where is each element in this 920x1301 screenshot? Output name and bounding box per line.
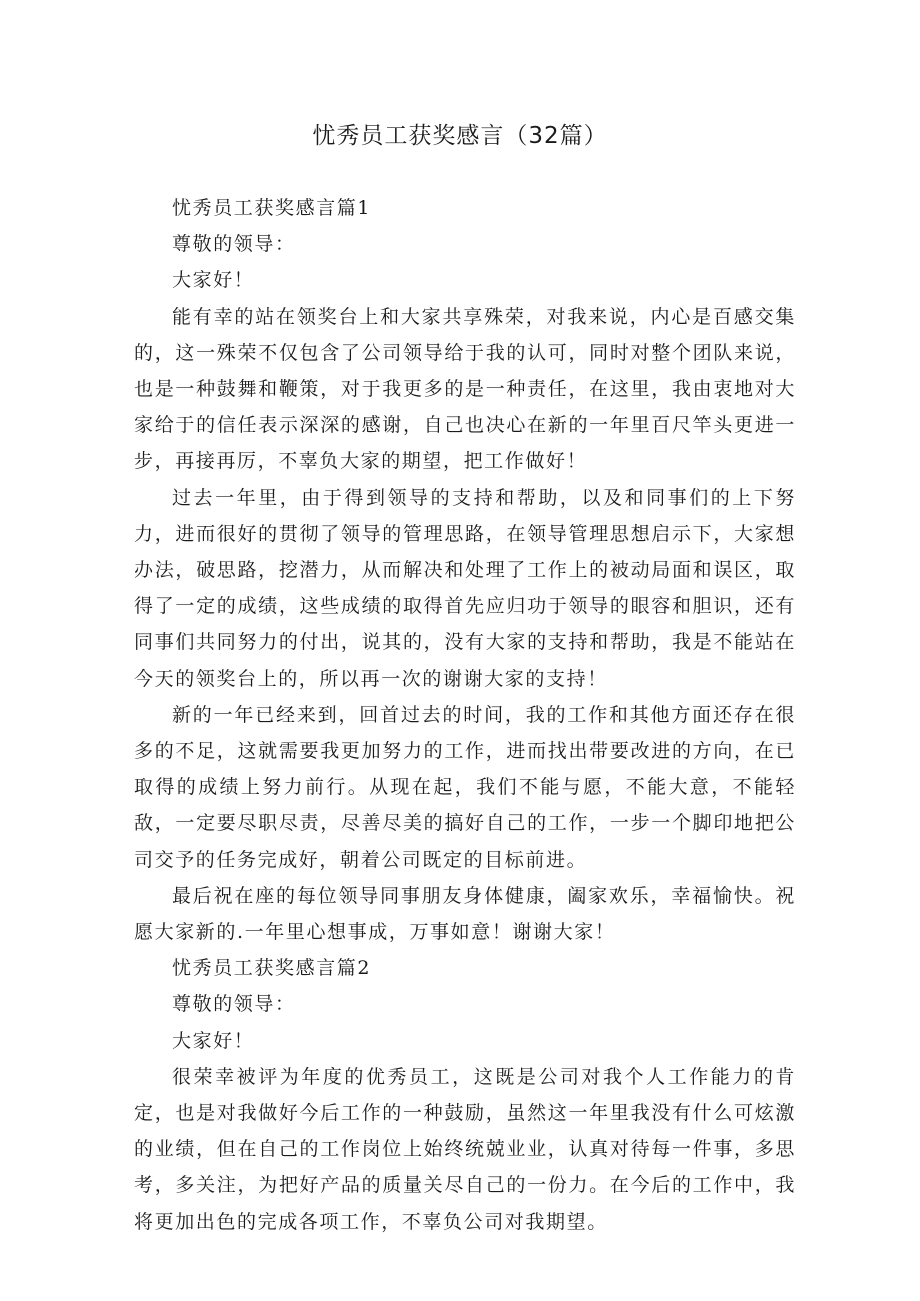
body-paragraph: 很荣幸被评为年度的优秀员工，这既是公司对我个人工作能力的肯定，也是对我做好今后工作的一种鼓励，虽然这一年里我没有什么可炫激的业绩，但在自己的工作岗位上始终统兢业业，认真对待每一件事，多思考，多关注，为把好产品的质量关尽自己的一份力。在今后的工作中，我将更加出色的完成各项工作，不辜负公司对我期望。 [134, 1065, 796, 1233]
body-paragraph: 新的一年已经来到，回首过去的时间，我的工作和其他方面还存在很多的不足，这就需要我更加努力的工作，进而找出带要改进的方向，在已取得的成绩上努力前行。从现在起，我们不能与愿，不能大意，不能轻敌，一定要尽职尽责，尽善尽美的搞好自己的工作，一步一个脚印地把公司交予的任务完成好，朝着公司既定的目标前进。 [134, 703, 796, 871]
salutation: 尊敬的领导： [172, 993, 296, 1016]
body-paragraph: 过去一年里，由于得到领导的支持和帮助，以及和同事们的上下努力，进而很好的贯彻了领导的管理思路，在领导管理思想启示下，大家想办法，破思路，挖潜力，从而解决和处理了工作上的被动局面和误区，取得了一定的成绩，这些成绩的取得首先应归功于领导的眼容和胆识，还有同事们共同努力的付出，说其的，没有大家的支持和帮助，我是不能站在今天的领奖台上的，所以再一次的谢谢大家的支持！ [134, 486, 796, 690]
document-body [134, 190, 796, 1240]
section-heading: 忧秀员工获奖感言篇2 [172, 957, 372, 980]
document-title: 忧秀员工获奖感言（32篇） [312, 123, 608, 149]
section-heading: 忧秀员工获奖感言篇1 [172, 197, 372, 219]
body-paragraph: 能有幸的站在领奖台上和大家共享殊荣，对我来说，内心是百感交集的，这一殊荣不仅包含了公司领导给于我的认可，同时对整个团队来说，也是一种鼓舞和鞭策，对于我更多的是一种责任，在这里，我由衷地对大家给于的信任表示深深的感谢，自己也决心在新的一年里百尺竿头更进一步，再接再厉，不辜负大家的期望，把工作做好！ [134, 305, 796, 473]
salutation: 尊敬的领导： [172, 233, 296, 256]
greeting: 大家好！ [172, 269, 255, 292]
greeting: 大家好！ [172, 1029, 255, 1052]
body-paragraph: 最后祝在座的每位领导同事朋友身体健康，阖家欢乐，幸福愉快。祝愿大家新的.一年里心想事成，万事如意！谢谢大家！ [134, 884, 796, 944]
